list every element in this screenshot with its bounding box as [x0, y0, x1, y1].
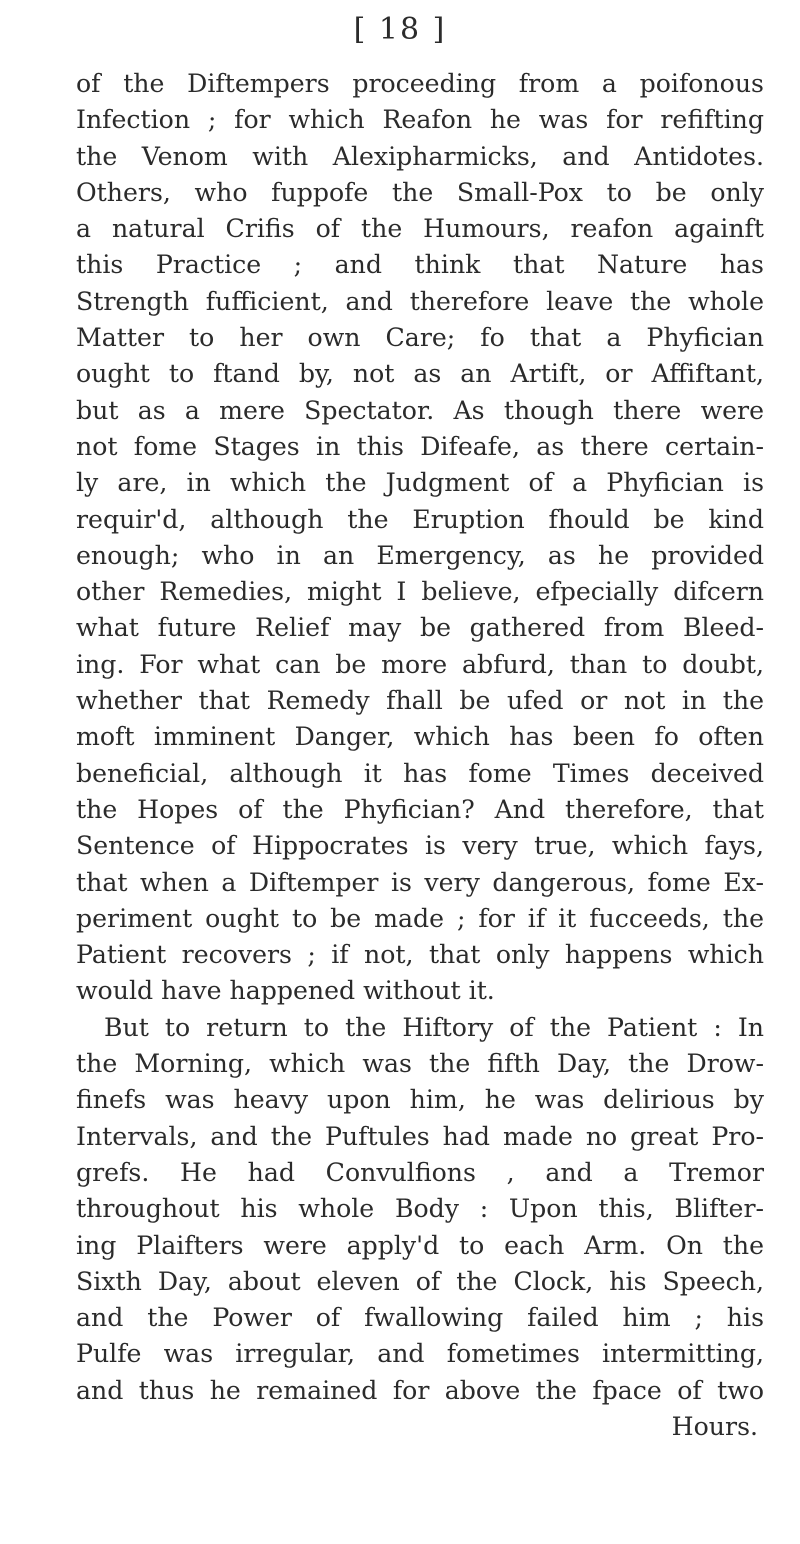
text-line: Sentence of Hippocrates is very true, which fays, — [76, 831, 764, 861]
text-line: of the Diftempers proceeding from a poifonous — [76, 69, 764, 98]
text-line: the Hopes of the Phyfician? And therefore, that — [76, 794, 764, 824]
text-line: ly are, in which the Judgment of a Phyfician is — [76, 468, 764, 498]
text-line: ing. For what can be more abfurd, than to doubt, — [76, 649, 764, 679]
text-line: that when a Diftemper is very dangerous, fome Ex- — [76, 867, 764, 897]
text-line: and thus he remained for above the fpace of two — [76, 1375, 764, 1405]
text-line: Intervals, and the Puftules had made no great Pro- — [76, 1121, 764, 1151]
text-line: beneficial, although it has fome Times deceived — [76, 758, 764, 788]
text-line: Patient recovers ; if not, that only happens which — [76, 940, 764, 970]
text-line: periment ought to be made ; for if it fucceeds, the — [76, 903, 764, 933]
text-line: a natural Crifis of the Humours, reafon againft — [76, 214, 764, 244]
text-line: But to return to the Hiftory of the Patient : In — [104, 1012, 764, 1042]
page-number: [ 18 ] — [353, 12, 447, 47]
text-line: and the Power of fwallowing failed him ; his — [76, 1303, 764, 1333]
body-text — [76, 66, 764, 1445]
text-line: Pulfe was irregular, and fometimes intermitting, — [76, 1339, 764, 1369]
text-line: enough; who in an Emergency, as he provided — [76, 540, 764, 570]
text-line: the Morning, which was the fifth Day, the Drow- — [76, 1049, 764, 1079]
text-line: Matter to her own Care; fo that a Phyfician — [76, 323, 764, 353]
text-line: not fome Stages in this Difeafe, as there certain- — [76, 431, 764, 461]
text-line: Sixth Day, about eleven of the Clock, his Speech, — [76, 1266, 764, 1296]
catchword: Hours. — [671, 1411, 758, 1441]
text-line: but as a mere Spectator. As though there were — [76, 395, 764, 425]
text-line: throughout his whole Body : Upon this, Blifter- — [76, 1194, 764, 1224]
text-line: moft imminent Danger, which has been fo often — [76, 722, 764, 752]
text-line: finefs was heavy upon him, he was delirious by — [76, 1085, 764, 1115]
text-line: other Remedies, might I believe, efpecially difcern — [76, 577, 764, 607]
text-line: whether that Remedy fhall be ufed or not in the — [76, 686, 764, 716]
text-line: requir'd, although the Eruption fhould be kind — [76, 504, 764, 534]
text-line: Infection ; for which Reafon he was for refifting — [76, 105, 764, 135]
text-line: ing Plaifters were apply'd to each Arm. On the — [76, 1230, 764, 1260]
text-line: grefs. He had Convulfions , and a Tremor — [76, 1157, 764, 1187]
text-line: Others, who fuppofe the Small-Pox to be only — [76, 177, 764, 207]
text-line: this Practice ; and think that Nature has — [76, 250, 764, 280]
text-line: would have happened without it. — [76, 976, 495, 1006]
text-line: the Venom with Alexipharmicks, and Antidotes. — [76, 141, 764, 171]
text-line: what future Relief may be gathered from Bleed- — [76, 613, 764, 643]
text-line: Strength fufficient, and therefore leave the whole — [76, 286, 764, 316]
text-line: ought to ftand by, not as an Artift, or Affiftant, — [76, 359, 764, 389]
